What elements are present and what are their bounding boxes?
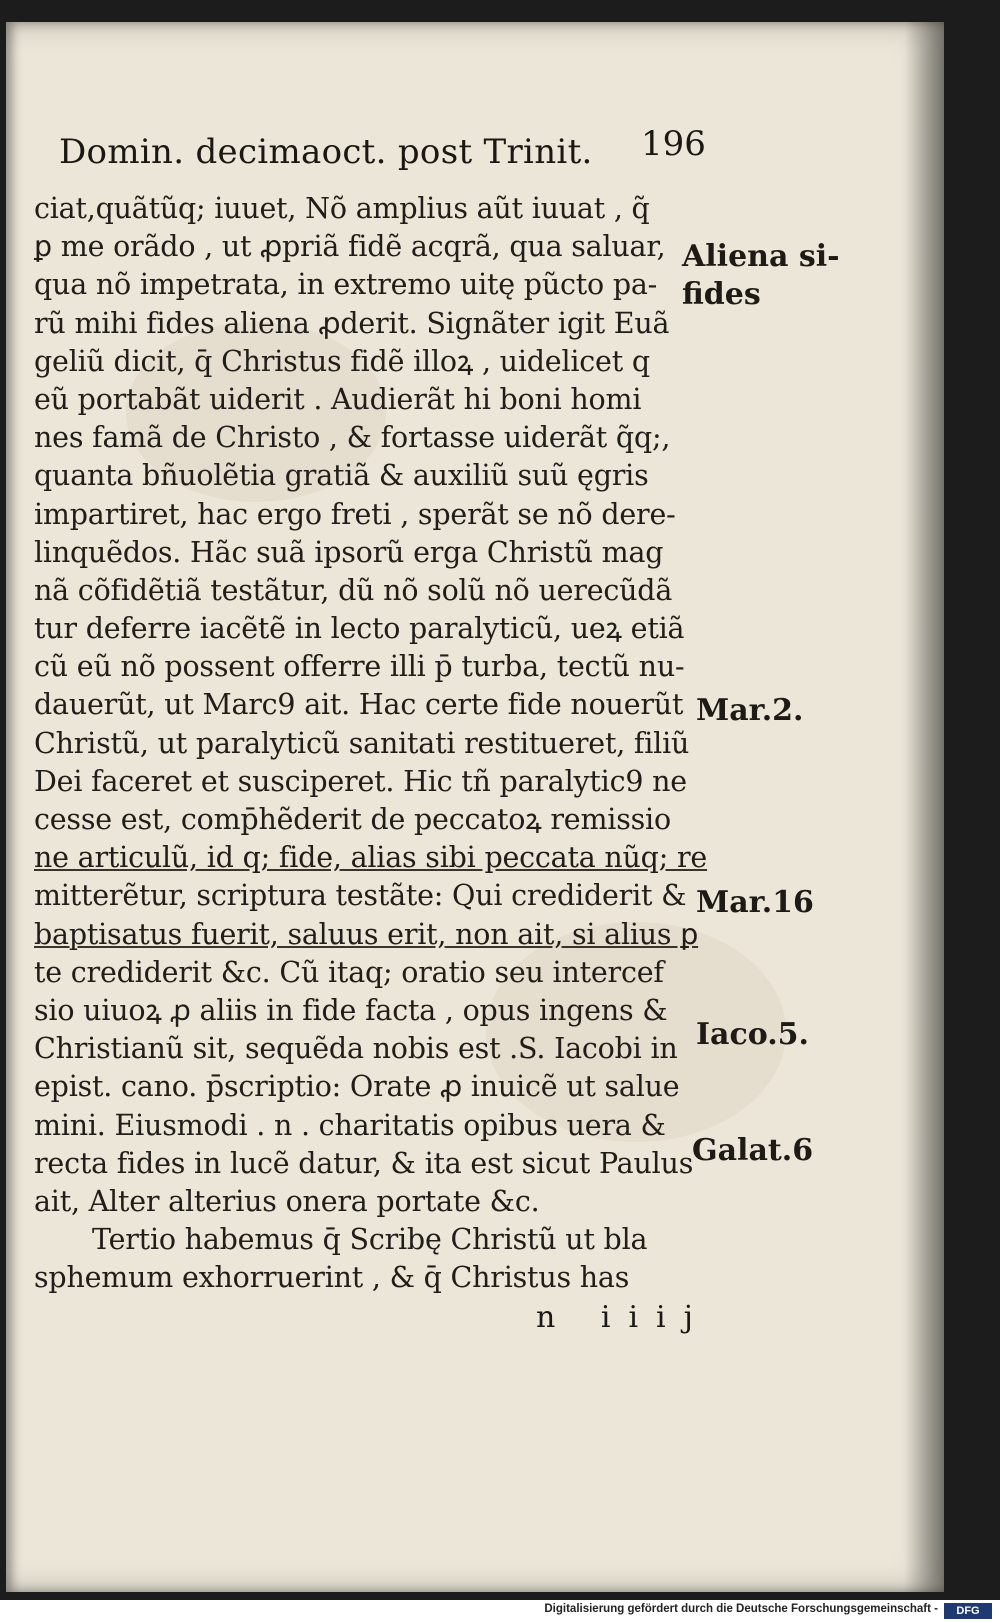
margin-note: Galat.6	[692, 1133, 814, 1168]
text-line: Tertio habemus q̄ Scribę Christũ ut bla	[92, 1223, 648, 1257]
text-line: tur deferre iacẽtẽ in lecto paralyticũ, ueꝝ etiã	[34, 612, 685, 646]
margin-note: fides	[682, 277, 761, 312]
text-line: Christũ, ut paralyticũ sanitati restitueret, filiũ	[34, 726, 690, 760]
text-line: dauerũt, ut Marc9 ait. Hac certe fide nouerũt	[34, 688, 684, 722]
text-line: sio uiuoꝝ ꝓ aliis in fide facta , opus ingens &	[34, 993, 668, 1027]
text-line: epist. cano. p̄scriptio: Orate ꝓ inuicẽ ut salue	[34, 1070, 680, 1104]
running-head	[51, 114, 711, 174]
main-text	[34, 190, 724, 1297]
text-line: impartiret, hac ergo freti , sperãt se nõ dere-	[34, 497, 676, 531]
text-line: cũ eũ nõ possent offerre illi p̄ turba, tectũ nu-	[34, 650, 685, 684]
text-line: qua nõ impetrata, in extremo uitę pũcto pa-	[34, 268, 658, 302]
text-line: Christianũ sit, sequẽda nobis est .S. Iacobi in	[34, 1032, 678, 1066]
text-line-underlined: baptisatus fuerit, saluus erit, non ait, si alius ꝑ	[34, 917, 699, 951]
footer-bar	[0, 1600, 1000, 1623]
text-line: Dei faceret et susciperet. Hic tñ paralytic9 ne	[34, 764, 687, 798]
text-line: nã cõfidẽtiã testãtur, dũ nõ solũ nõ uerecũdã	[34, 573, 673, 607]
text-line-underlined: ne articulũ, id q; fide, alias sibi peccata nũq; re	[34, 841, 708, 875]
margin-note: Mar.2.	[696, 693, 804, 728]
text-line: quanta bñuolẽtia gratiã & auxiliũ suũ ęgris	[34, 459, 649, 493]
margin-note: Mar.16	[696, 885, 814, 920]
text-line: nes famã de Christo , & fortasse uiderãt q̃q;,	[34, 421, 671, 455]
dfg-logo: DFG	[944, 1603, 992, 1619]
text-line: ait, Alter alterius onera portate &c.	[34, 1184, 540, 1218]
book-page	[6, 22, 944, 1592]
text-line: eũ portabãt uiderit . Audierãt hi boni homi	[34, 382, 642, 416]
margin-note: Aliena si-	[682, 239, 840, 274]
footer-credit: Digitalisierung gefördert durch die Deutsche Forschungsgemeinschaft -	[544, 1603, 938, 1615]
text-line: ꝑ me orãdo , ut ꝓpriã fidẽ acqrã, qua saluar,	[34, 230, 666, 264]
text-line: sphemum exhorruerint , & q̄ Christus has	[34, 1261, 630, 1295]
margin-note: Iaco.5.	[696, 1017, 809, 1052]
text-line: te crediderit &c. Cũ itaq; oratio seu intercef	[34, 955, 664, 989]
text-line: geliũ dicit, q̄ Christus fidẽ illoꝝ , uidelicet q	[34, 344, 650, 378]
page-number: 196	[641, 124, 706, 164]
text-line: linquẽdos. Hãc suã ipsorũ erga Christũ mag	[34, 535, 664, 569]
text-line: rũ mihi fides aliena ꝓderit. Signãter igit Euã	[34, 306, 670, 340]
text-line: ciat,quãtũq; iuuet, Nõ amplius aũt iuuat , q̃	[34, 192, 650, 225]
signature-mark: n iiij	[536, 1300, 711, 1335]
text-line: recta fides in lucẽ datur, & ita est sicut Paulus	[34, 1146, 694, 1180]
running-title: Domin. decimaoct. post Trinit.	[59, 132, 593, 172]
text-line: mitterẽtur, scriptura testãte: Qui crediderit &	[34, 879, 687, 913]
text-line: mini. Eiusmodi . n . charitatis opibus uera &	[34, 1108, 666, 1142]
text-line: cesse est, comp̄hẽderit de peccatoꝝ remissio	[34, 803, 671, 836]
